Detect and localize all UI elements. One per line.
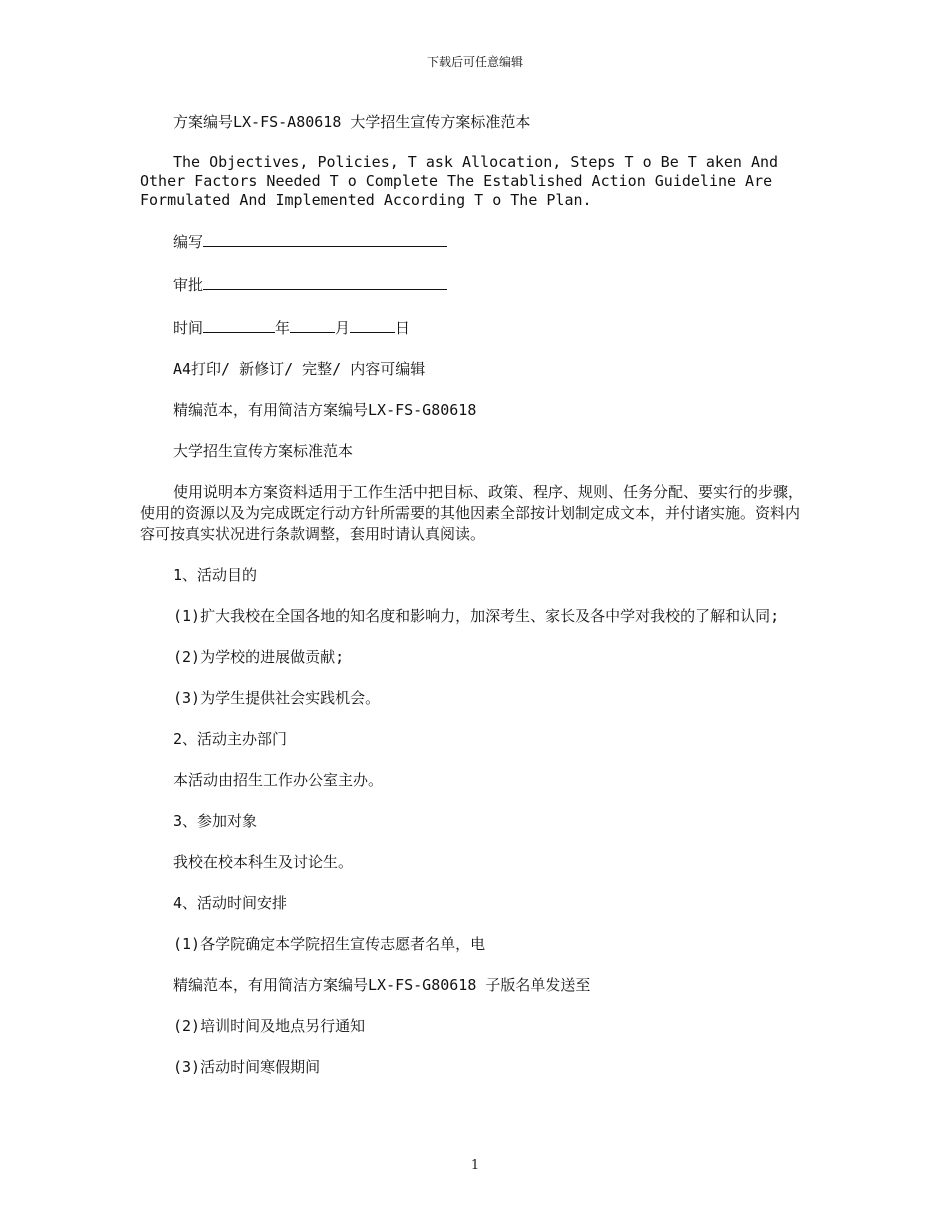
approve-line bbox=[140, 273, 812, 296]
list-item: (3)为学生提供社会实践机会。 bbox=[173, 689, 381, 707]
plan-number-title: 方案编号LX-FS-A80618 大学招生宣传方案标准范本 bbox=[173, 113, 531, 131]
list-item: (2)培训时间及地点另行通知 bbox=[173, 1017, 366, 1035]
section-body: 本活动由招生工作办公室主办。 bbox=[173, 771, 384, 789]
page-number: 1 bbox=[470, 1158, 480, 1173]
author-line bbox=[140, 230, 812, 253]
author-label: 编写 bbox=[173, 233, 204, 251]
print-note: A4打印/ 新修订/ 完整/ 内容可编辑 bbox=[173, 360, 426, 378]
date-time-label: 时间 bbox=[173, 319, 204, 337]
day-label: 日 bbox=[395, 319, 411, 337]
document-title: 大学招生宣传方案标准范本 bbox=[173, 442, 354, 460]
list-item: (2)为学校的进展做贡献; bbox=[173, 648, 345, 666]
author-blank bbox=[203, 230, 447, 247]
list-item: (1)扩大我校在全国各地的知名度和影响力，加深考生、家长及各中学对我校的了解和认同; bbox=[173, 607, 780, 625]
month-blank bbox=[290, 316, 335, 333]
section-heading: 2、活动主办部门 bbox=[173, 730, 288, 748]
usage-note: 使用说明本方案资料适用于工作生活中把目标、政策、程序、规则、任务分配、要实行的步骤，使用的资源以及为完成既定行动方针所需要的其他因素全部按计划制定成文本，并付诸实施。资料内容可按真实状况进行条款调整，套用时请认真阅读。 bbox=[140, 483, 804, 543]
month-label: 月 bbox=[335, 319, 351, 337]
list-item: (1)各学院确定本学院招生宣传志愿者名单，电 bbox=[173, 935, 486, 953]
list-item: (3)活动时间寒假期间 bbox=[173, 1058, 321, 1076]
page-header: 下载后可任意编辑 bbox=[426, 55, 523, 69]
section-heading: 3、参加对象 bbox=[173, 812, 258, 830]
section-body: 我校在校本科生及讨论生。 bbox=[173, 853, 354, 871]
year-blank bbox=[203, 316, 275, 333]
template-line: 精编范本，有用简洁方案编号LX-FS-G80618 bbox=[173, 401, 477, 419]
section-heading: 1、活动目的 bbox=[173, 566, 258, 584]
date-line bbox=[140, 316, 812, 339]
document-body bbox=[140, 112, 812, 1098]
approve-blank bbox=[203, 273, 447, 290]
year-label: 年 bbox=[275, 319, 291, 337]
template-line: 精编范本，有用简洁方案编号LX-FS-G80618 子版名单发送至 bbox=[173, 976, 591, 994]
english-intro: The Objectives, Policies, T ask Allocation, Steps T o Be T aken And Other Factors Needed T o Complete The Established Action Guideline Are Formulated And Implemented According T o The Plan. bbox=[140, 153, 779, 209]
section-heading: 4、活动时间安排 bbox=[173, 894, 288, 912]
approve-label: 审批 bbox=[173, 276, 204, 294]
day-blank bbox=[350, 316, 395, 333]
